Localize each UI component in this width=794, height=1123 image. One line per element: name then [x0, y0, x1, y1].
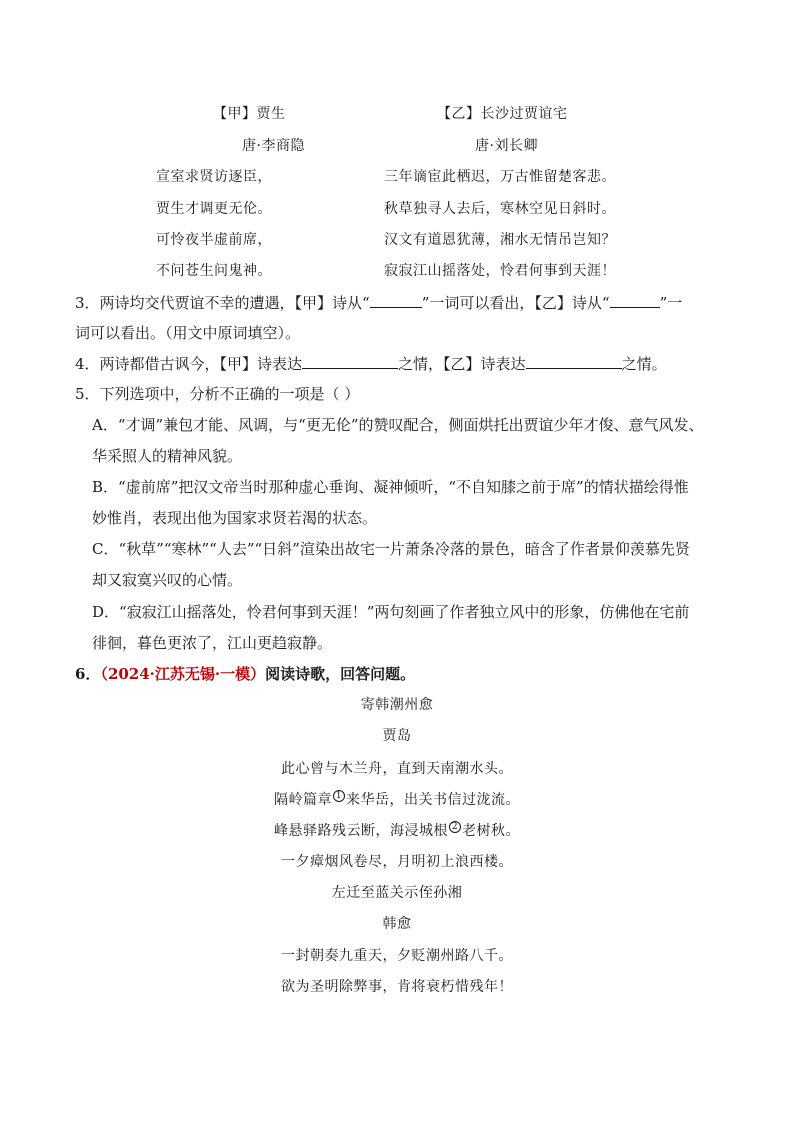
- poem-a-line-3a: 峰悬驿路残云断，海浸城根: [274, 823, 448, 839]
- question-3-line2: 词可以看出。（用文中原词填空）。: [75, 324, 301, 342]
- question-3: [75, 292, 725, 313]
- option-b-line2: 妙惟肖，表现出他为国家求贤若渴的状态。: [92, 509, 378, 527]
- poem-a-title: 寄韩潮州愈: [360, 697, 434, 713]
- answer-blank[interactable]: [610, 293, 660, 308]
- question-6-number: 6．: [75, 665, 101, 683]
- footnote-1-icon: 1: [333, 790, 345, 802]
- answer-blank[interactable]: [370, 293, 422, 308]
- option-a-line2: 华采照人的精神风貌。: [92, 447, 243, 465]
- option-a-line1: A．“才调”兼包才能、风调，与“更无伦”的赞叹配合，侧面烘托出贾谊少年才俊、意气风发、: [92, 416, 704, 434]
- poem-jia-line-3: 可怜夜半虚前席，: [156, 232, 272, 248]
- poem-yi-line-3: 汉文有道恩犹薄，湘水无情吊岂知？: [384, 232, 616, 248]
- question-6-instruction: 阅读诗歌，回答问题。: [265, 665, 416, 683]
- poem-jia-author: 唐·李商隐: [242, 138, 305, 154]
- option-c-line2: 却又寂寞兴叹的心情。: [92, 571, 243, 589]
- question-4-part3: 之情。: [621, 355, 667, 373]
- question-3-part1: 3．两诗均交代贾谊不幸的遭遇，【甲】诗从“: [75, 294, 370, 312]
- question-6-header: [75, 663, 725, 684]
- question-6-source: （2024·江苏无锡·一模）: [100, 665, 266, 683]
- question-3-part2: ”一词可以看出，【乙】诗从“: [421, 294, 610, 312]
- poem-yi-line-2: 秋草独寻人去后，寒林空见日斜时。: [384, 201, 616, 217]
- poem-a-line-1: 此心曾与木兰舟，直到天南潮水头。: [281, 761, 513, 777]
- question-4: [75, 353, 725, 374]
- poem-a-author: 贾岛: [382, 728, 412, 744]
- poem-jia-line-4: 不问苍生问鬼神。: [156, 263, 272, 279]
- poem-b-line-2: 欲为圣明除弊事，肯将衰朽惜残年！: [281, 979, 513, 995]
- poem-jia-line-1: 宣室求贤访逐臣，: [156, 169, 272, 185]
- answer-blank[interactable]: [302, 354, 398, 369]
- option-b-line1: B．“虚前席”把汉文帝当时那种虚心垂询、凝神倾听，“不自知膝之前于席”的情状描绘得惟: [92, 478, 689, 496]
- poem-yi-line-4: 寂寂江山摇落处，怜君何事到天涯！: [384, 263, 616, 279]
- poem-yi-line-1: 三年谪宦此栖迟，万古惟留楚客悲。: [384, 169, 616, 185]
- question-4-part1: 4．两诗都借古讽今，【甲】诗表达: [75, 355, 303, 373]
- question-3-part3: ”一: [659, 294, 683, 312]
- poem-b-title: 左迁至蓝关示侄孙湘: [331, 885, 463, 901]
- option-d-line2: 徘徊，暮色更浓了，江山更趋寂静。: [92, 634, 333, 652]
- option-d-line1: D．“寂寂江山摇落处，怜君何事到天涯！”两句刻画了作者独立风中的形象，仿佛他在宅前: [92, 603, 690, 621]
- poem-b-author: 韩愈: [382, 916, 412, 932]
- poem-a-line-4: 一夕瘴烟风卷尽，月明初上浪西楼。: [281, 854, 513, 870]
- question-4-part2: 之情，【乙】诗表达: [398, 355, 526, 373]
- poem-a-line-2a: 隔岭篇章: [274, 792, 332, 808]
- option-c-line1: C．“秋草”“寒林”“人去”“日斜”渲染出故宅一片萧条冷落的景色，暗含了作者景仰羡慕先贤: [92, 540, 690, 558]
- poem-yi-author: 唐·刘长卿: [475, 138, 538, 154]
- poem-a-line-2b: 来华岳，出关书信过泷流。: [346, 792, 520, 808]
- answer-blank[interactable]: [526, 354, 622, 369]
- poem-a-line-3: [0, 820, 794, 840]
- poem-jia-title: 【甲】贾生: [213, 106, 286, 122]
- poem-a-line-2: [0, 789, 794, 809]
- question-5-stem: 5．下列选项中，分析不正确的一项是（ ）: [75, 385, 360, 403]
- poem-b-line-1: 一封朝奏九重天，夕贬潮州路八千。: [281, 948, 513, 964]
- poem-a-line-3b: 老树秋。: [462, 823, 520, 839]
- poem-yi-title: 【乙】长沙过贾谊宅: [437, 106, 568, 122]
- footnote-2-icon: 2: [449, 821, 461, 833]
- poem-jia-line-2: 贾生才调更无伦。: [156, 201, 272, 217]
